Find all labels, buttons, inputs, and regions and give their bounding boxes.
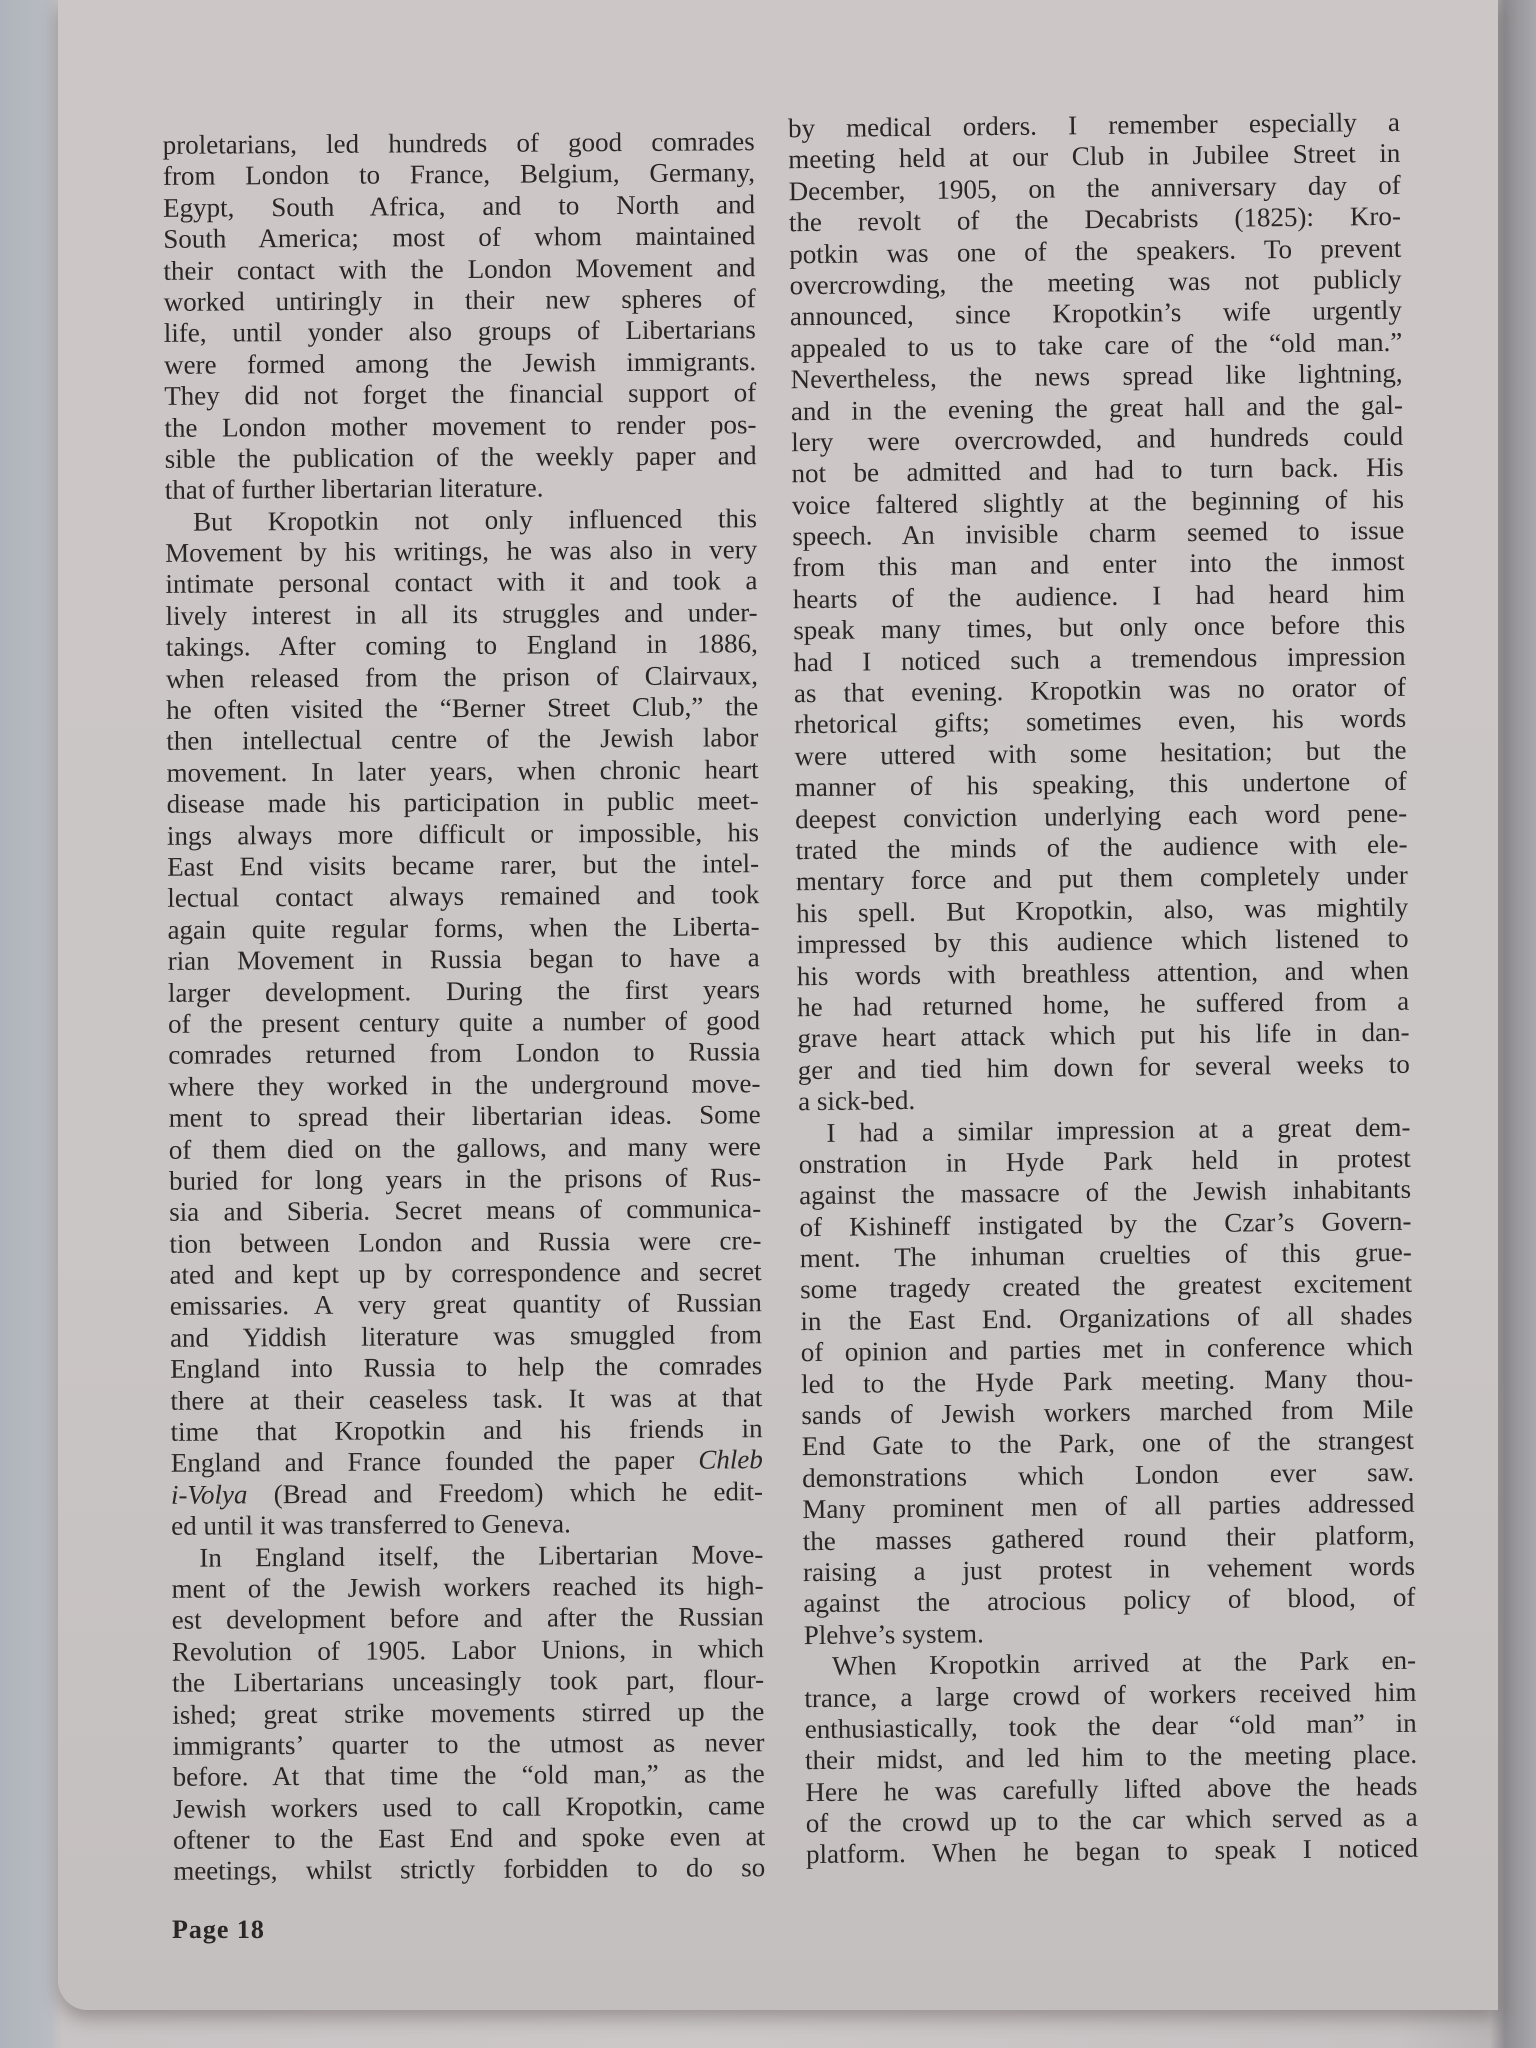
text-line: the masses gathered round their platform, — [802, 1519, 1415, 1556]
text-line: impressed by this audience which listened to — [796, 922, 1409, 960]
text-line: movement. In later years, when chronic heart — [166, 754, 759, 788]
text-line: larger development. During the first years — [167, 973, 760, 1008]
text-line: some tragedy created the greatest excitement — [799, 1268, 1413, 1305]
text-span: (Bread and Freedom) which he edit- — [247, 1475, 764, 1510]
text-line: the Libertarians unceasingly took part, flour- — [172, 1664, 765, 1698]
text-line: disease made his participation in public meet- — [166, 785, 759, 820]
text-line: mentary force and put them completely under — [795, 860, 1408, 897]
text-line: voice faltered slightly at the beginning of his — [791, 483, 1405, 520]
text-line: oftener to the East End and spoke even at — [172, 1821, 766, 1855]
text-line: Plehve’s system. — [803, 1618, 984, 1650]
paragraph — [788, 107, 1410, 1118]
text-line: trated the minds of the audience with ele- — [795, 828, 1408, 866]
text-line: lively interest in all its struggles and under- — [165, 597, 758, 631]
text-line: of Kishineff instigated by the Czar’s Govern- — [799, 1205, 1412, 1242]
text-line: raising a just protest in vehement words — [802, 1550, 1416, 1588]
text-line: December, 1905, on the anniversary day of — [788, 169, 1401, 207]
text-line: where they worked in the underground move- — [168, 1067, 761, 1102]
text-line: rian Movement in Russia began to have a — [167, 942, 760, 976]
text-line: immigrants’ quarter to the utmost as never — [172, 1727, 765, 1761]
text-line: rhetorical gifts; sometimes even, his words — [794, 703, 1407, 740]
text-line: In England itself, the Libertarian Move- — [199, 1538, 764, 1573]
text-line: I had a similar impression at a great dem- — [826, 1111, 1411, 1148]
text-line — [171, 1476, 763, 1511]
text-line: manner of his speaking, this undertone of — [794, 766, 1407, 803]
text-line: time that Kropotkin and his friends in — [170, 1413, 763, 1447]
text-line: worked untiringly in their new spheres of — [163, 283, 756, 317]
text-line: he often visited the “Berner Street Club,” the — [166, 691, 759, 725]
text-line: demonstrations which London ever saw. — [801, 1456, 1415, 1493]
left-column — [163, 126, 766, 1887]
text-line: against the atrocious policy of blood, of — [803, 1582, 1416, 1619]
text-line: the revolt of the Decabrists (1825): Kro- — [788, 201, 1402, 238]
text-line: lectual contact always remained and took — [167, 879, 760, 914]
text-line: meeting held at our Club in Jubilee Street in — [788, 138, 1401, 175]
text-line: appealed to us to take care of the “old man.” — [790, 326, 1403, 363]
text-line: sia and Siberia. Secret means of communica- — [169, 1193, 762, 1228]
text-line: there at their ceaseless task. It was at that — [170, 1381, 763, 1416]
text-line: not be admitted and had to turn back. His — [791, 452, 1404, 489]
text-line: But Kropotkin not only influenced this — [192, 502, 758, 537]
text-line: the London mother movement to render pos- — [164, 408, 757, 443]
text-line: and in the evening the great hall and the gal- — [790, 389, 1404, 426]
text-line: buried for long years in the prisons of Rus- — [168, 1162, 762, 1196]
text-line: and Yiddish literature was smuggled from — [169, 1319, 763, 1353]
page-number: Page 18 — [172, 1915, 265, 1944]
text-line: deepest conviction underlying each word pene- — [795, 797, 1408, 834]
text-line: emissaries. A very great quantity of Russian — [169, 1287, 762, 1322]
text-line: he had returned home, he suffered from a — [797, 985, 1410, 1023]
italic-title: Chleb — [698, 1444, 763, 1475]
paragraph — [804, 1645, 1418, 1871]
text-line: proletarians, led hundreds of good comrades — [162, 126, 755, 160]
text-line: est development before and after the Russian — [171, 1601, 764, 1636]
italic-title: i-Volya — [170, 1479, 248, 1510]
paragraph — [163, 126, 757, 506]
text-line: his spell. But Kropotkin, also, was mightily — [796, 891, 1409, 928]
text-line: Movement by his writings, he was also in very — [165, 534, 758, 568]
text-line: takings. After coming to England in 1886, — [165, 628, 758, 663]
text-line: of the present century quite a number of good — [168, 1005, 761, 1039]
paragraph — [171, 1539, 765, 1888]
text-line: his words with breathless attention, and when — [796, 954, 1409, 991]
text-line: onstration in Hyde Park held in protest — [798, 1142, 1411, 1180]
text-line: ed until it was transferred to Geneva. — [171, 1508, 571, 1541]
paragraph — [165, 503, 763, 1542]
text-line: led to the Hyde Park meeting. Many thou- — [800, 1362, 1414, 1399]
text-line: of them died on the gallows, and many were — [168, 1130, 761, 1165]
text-line: South America; most of whom maintained — [163, 220, 756, 254]
text-line: lery were overcrowded, and hundreds could — [791, 420, 1404, 458]
text-line: potkin was one of the speakers. To prevent — [789, 232, 1402, 269]
text-line: ment to spread their libertarian ideas. Some — [168, 1099, 761, 1133]
text-line: were uttered with some hesitation; but the — [794, 734, 1407, 772]
text-line: sands of Jewish workers marched from Mile — [801, 1393, 1414, 1431]
text-line: ished; great strike movements stirred up the — [172, 1695, 765, 1730]
text-line: were formed among the Jewish immigrants. — [163, 345, 757, 380]
text-line: When Kropotkin arrived at the Park en- — [831, 1644, 1417, 1682]
text-line: They did not forget the financial support of — [164, 377, 757, 411]
text-line: intimate personal contact with it and took a — [165, 565, 758, 600]
text-line: of opinion and parties met in conference which — [800, 1331, 1413, 1368]
text-line: that of further libertarian literature. — [164, 472, 544, 506]
text-line: of the crowd up to the car which served as a — [805, 1801, 1418, 1839]
text-line: by medical orders. I remember especially a — [787, 106, 1401, 144]
text-line: had I noticed such a tremendous impression — [793, 640, 1406, 677]
text-line: their midst, and led him to the meeting place. — [804, 1739, 1418, 1776]
text-line: overcrowding, the meeting was not publicly — [789, 263, 1402, 301]
text-line: England into Russia to help the comrades — [170, 1350, 763, 1385]
magazine-page — [58, 0, 1498, 2010]
text-line — [171, 1445, 763, 1480]
text-line: platform. When he began to speak I noticed — [805, 1833, 1419, 1870]
text-line: Many prominent men of all parties addressed — [802, 1487, 1415, 1525]
text-line: enthusiastically, took the dear “old man” in — [804, 1707, 1417, 1745]
text-line: their contact with the London Movement and — [163, 251, 756, 286]
text-line: as that evening. Kropotkin was no orator of — [793, 671, 1407, 709]
text-line: Egypt, South Africa, and to North and — [163, 188, 756, 223]
text-line: tion between London and Russia were cre- — [169, 1224, 762, 1259]
text-line: ings always more difficult or impossible, his — [166, 816, 760, 851]
text-span: England and France founded the paper — [170, 1444, 699, 1479]
text-line: comrades returned from London to Russia — [168, 1036, 761, 1071]
text-line: a sick-bed. — [798, 1085, 916, 1117]
text-line: against the massacre of the Jewish inhabitants — [798, 1174, 1412, 1211]
text-line: life, until yonder also groups of Libertarians — [163, 314, 756, 349]
text-line: ment. The inhuman cruelties of this grue- — [799, 1236, 1412, 1274]
paragraph — [798, 1111, 1416, 1651]
text-line: then intellectual centre of the Jewish labor — [166, 722, 759, 757]
text-line: Revolution of 1905. Labor Unions, in which — [171, 1632, 765, 1667]
text-line: speak many times, but only once before this — [793, 609, 1406, 646]
right-column — [788, 107, 1418, 1871]
text-line: ger and tied him down for several weeks to — [797, 1048, 1410, 1085]
text-line: in the East End. Organizations of all shades — [800, 1299, 1413, 1337]
text-line: hearts of the audience. I had heard him — [792, 577, 1406, 615]
text-line: again quite regular forms, when the Liberta- — [167, 910, 760, 945]
text-line: Here he was carefully lifted above the heads — [805, 1770, 1418, 1807]
text-line: sible the publication of the weekly paper and — [164, 440, 757, 474]
text-line: Jewish workers used to call Kropotkin, came — [172, 1789, 765, 1824]
text-line: trance, a large crowd of workers received him — [804, 1676, 1417, 1713]
text-line: End Gate to the Park, one of the strangest — [801, 1425, 1414, 1462]
text-line: from this man and enter into the inmost — [792, 546, 1405, 583]
text-line: speech. An invisible charm seemed to issue — [792, 514, 1405, 552]
text-line: from London to France, Belgium, Germany, — [162, 157, 756, 192]
text-line: before. At that time the “old man,” as the — [172, 1758, 765, 1793]
text-line: grave heart attack which put his life in dan- — [797, 1017, 1410, 1054]
text-line: announced, since Kropotkin’s wife urgently — [789, 295, 1403, 332]
text-line: East End visits became rarer, but the intel- — [167, 848, 760, 882]
text-line: ated and kept up by correspondence and secret — [169, 1256, 762, 1290]
text-line: Nevertheless, the news spread like lightning, — [790, 357, 1403, 395]
text-line: meetings, whilst strictly forbidden to do so — [173, 1852, 766, 1887]
text-line: when released from the prison of Clairvaux, — [165, 659, 759, 694]
text-line: ment of the Jewish workers reached its high- — [171, 1570, 764, 1604]
